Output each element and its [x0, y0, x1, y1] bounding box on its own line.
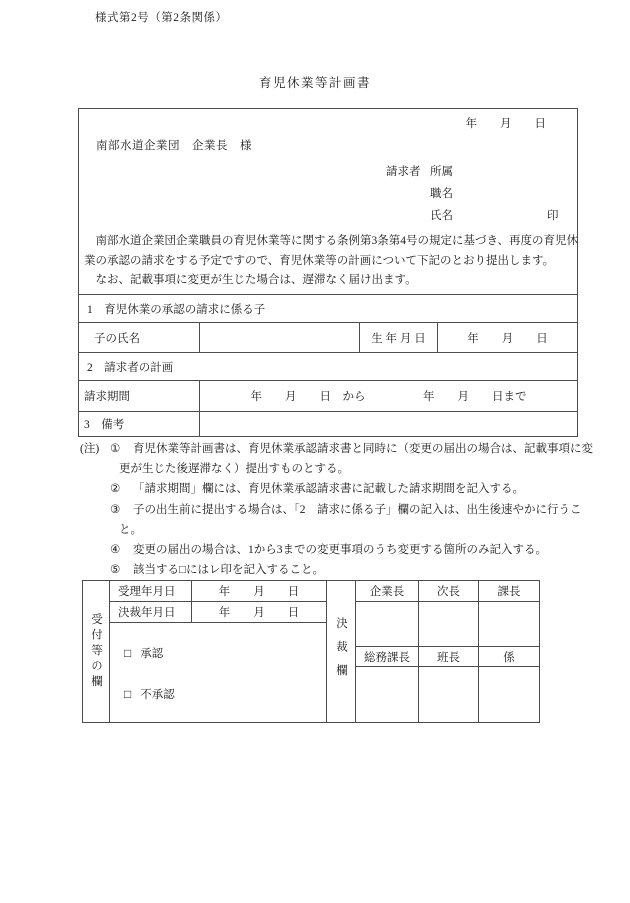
reception-column-title: 受付等の欄 [90, 613, 102, 691]
birth-date-label: 生 年 月 日 [359, 323, 437, 352]
note-number: ③ [110, 503, 121, 516]
approver-grid [355, 581, 539, 722]
period-value: 年 月 日 から 年 月 日まで [199, 381, 577, 411]
position-label: 職名 [430, 188, 453, 200]
page-title: 育児休業等計画書 [258, 76, 371, 90]
note-text: 更が生じた後遅滞なく）提出すものとする。 [119, 463, 349, 476]
approved-label: 承認 [140, 648, 164, 661]
requester-label: 請求者 [386, 166, 421, 178]
note-item-4 [110, 540, 630, 560]
reception-section [109, 581, 327, 722]
decision-date-value: 年 月 日 [218, 607, 300, 620]
rejected-label: 不承認 [140, 689, 175, 702]
decision-column-title-cell [327, 581, 355, 722]
approver-label: 次長 [419, 581, 479, 601]
birth-date-value: 年 月 日 [437, 323, 577, 352]
rejected-checkbox-icon: □ [124, 686, 132, 701]
note-number: ⑤ [110, 564, 121, 577]
body-paragraph [84, 232, 579, 291]
requester-block [79, 160, 577, 226]
child-row [79, 322, 577, 352]
child-name-blank-cell [199, 323, 359, 352]
decision-column-title: 決裁欄 [335, 616, 347, 688]
note-item-5 [110, 560, 630, 580]
dept-label: 所属 [430, 166, 453, 178]
form-header-area [79, 109, 577, 294]
form-main-box [78, 108, 578, 437]
stamp-blank-cell [419, 602, 479, 646]
approver-stamp-row-2 [356, 667, 539, 722]
approver-label: 総務課長 [356, 647, 419, 666]
note-number: ④ [110, 544, 121, 557]
notes-list [110, 439, 630, 580]
stamp-blank-cell [479, 602, 539, 646]
name-label: 氏名 [430, 210, 453, 222]
approver-label: 課長 [497, 586, 521, 599]
requester-name-row [386, 204, 577, 226]
note-item-2 [110, 479, 630, 499]
form-number: 様式第2号（第2条関係） [95, 12, 228, 24]
requester-dept-row [386, 160, 577, 182]
addressee-line: 南部水道企業団 企業長 様 [96, 140, 252, 152]
seal-label: 印 [547, 210, 559, 222]
reception-column-title-cell [83, 581, 109, 722]
notes-block [80, 439, 630, 580]
receipt-date-row [110, 581, 326, 602]
body-line: 南部水道企業団企業職員の育児休業等に関する条例第3条第4号の規定に基づき、再度の育児休 [84, 235, 579, 247]
note-item-1 [110, 439, 630, 479]
stamp-blank-cell [356, 667, 419, 722]
note-text: 子の出生前に提出する場合は、「2 請求に係る子」欄の記入は、出生後速やかに行うこ [133, 503, 582, 516]
requester-position-row [386, 182, 577, 204]
child-name-label: 子の氏名 [94, 332, 140, 345]
note-item-3 [110, 500, 630, 540]
decision-date-row [110, 602, 326, 623]
stamp-blank-cell [479, 667, 539, 722]
approver-label: 企業長 [356, 581, 419, 601]
note-text: 育児休業等計画書は、育児休業承認請求書と同時に（変更の届出の場合は、記載事項に変 [133, 443, 593, 455]
remarks-row [79, 411, 577, 436]
approval-stamp-table [82, 580, 540, 723]
approver-label: 係 [503, 651, 515, 664]
approver-header-row-1 [356, 581, 539, 602]
note-number: ① [110, 443, 121, 455]
approver-stamp-row-1 [356, 602, 539, 647]
period-label: 請求期間 [84, 391, 130, 403]
remarks-blank-cell [199, 412, 577, 436]
body-line: 業の承認の請求をする予定ですので、育児休業等の計画について下記のとおり提出します。 [84, 254, 555, 267]
receipt-date-value: 年 月 日 [218, 586, 300, 599]
note-text: 該当する□にはレ印を記入すること。 [133, 564, 324, 577]
note-number: ② [110, 483, 121, 496]
approval-checkbox-area [110, 623, 326, 722]
approver-label: 班長 [419, 647, 479, 666]
decision-date-label: 決裁年月日 [110, 602, 192, 622]
stamp-blank-cell [419, 667, 479, 722]
note-text: と。 [119, 523, 142, 536]
section1-title: 1 育児休業の承認の請求に係る子 [79, 294, 577, 322]
note-text: 変更の届出の場合は、1から3までの変更事項のうち変更する箇所のみ記入する。 [133, 544, 547, 557]
section2-title: 2 請求者の計画 [79, 352, 577, 380]
approved-checkbox-row [124, 645, 326, 661]
receipt-date-label: 受理年月日 [110, 581, 192, 601]
rejected-checkbox-row [124, 686, 326, 702]
approver-header-row-2 [356, 647, 539, 667]
section3-title: 3 備考 [84, 419, 125, 431]
notes-prefix: (注) [80, 443, 100, 455]
period-row [79, 380, 577, 411]
approved-checkbox-icon: □ [124, 645, 132, 660]
body-line: なお、記載事項に変更が生じた場合は、遅滞なく届け出ます。 [84, 274, 417, 286]
submission-date-line: 年 月 日 [465, 118, 546, 130]
note-text: 「請求期間」欄には、育児休業承認請求書に記載した請求期間を記入する。 [133, 483, 524, 496]
stamp-blank-cell [356, 602, 419, 646]
